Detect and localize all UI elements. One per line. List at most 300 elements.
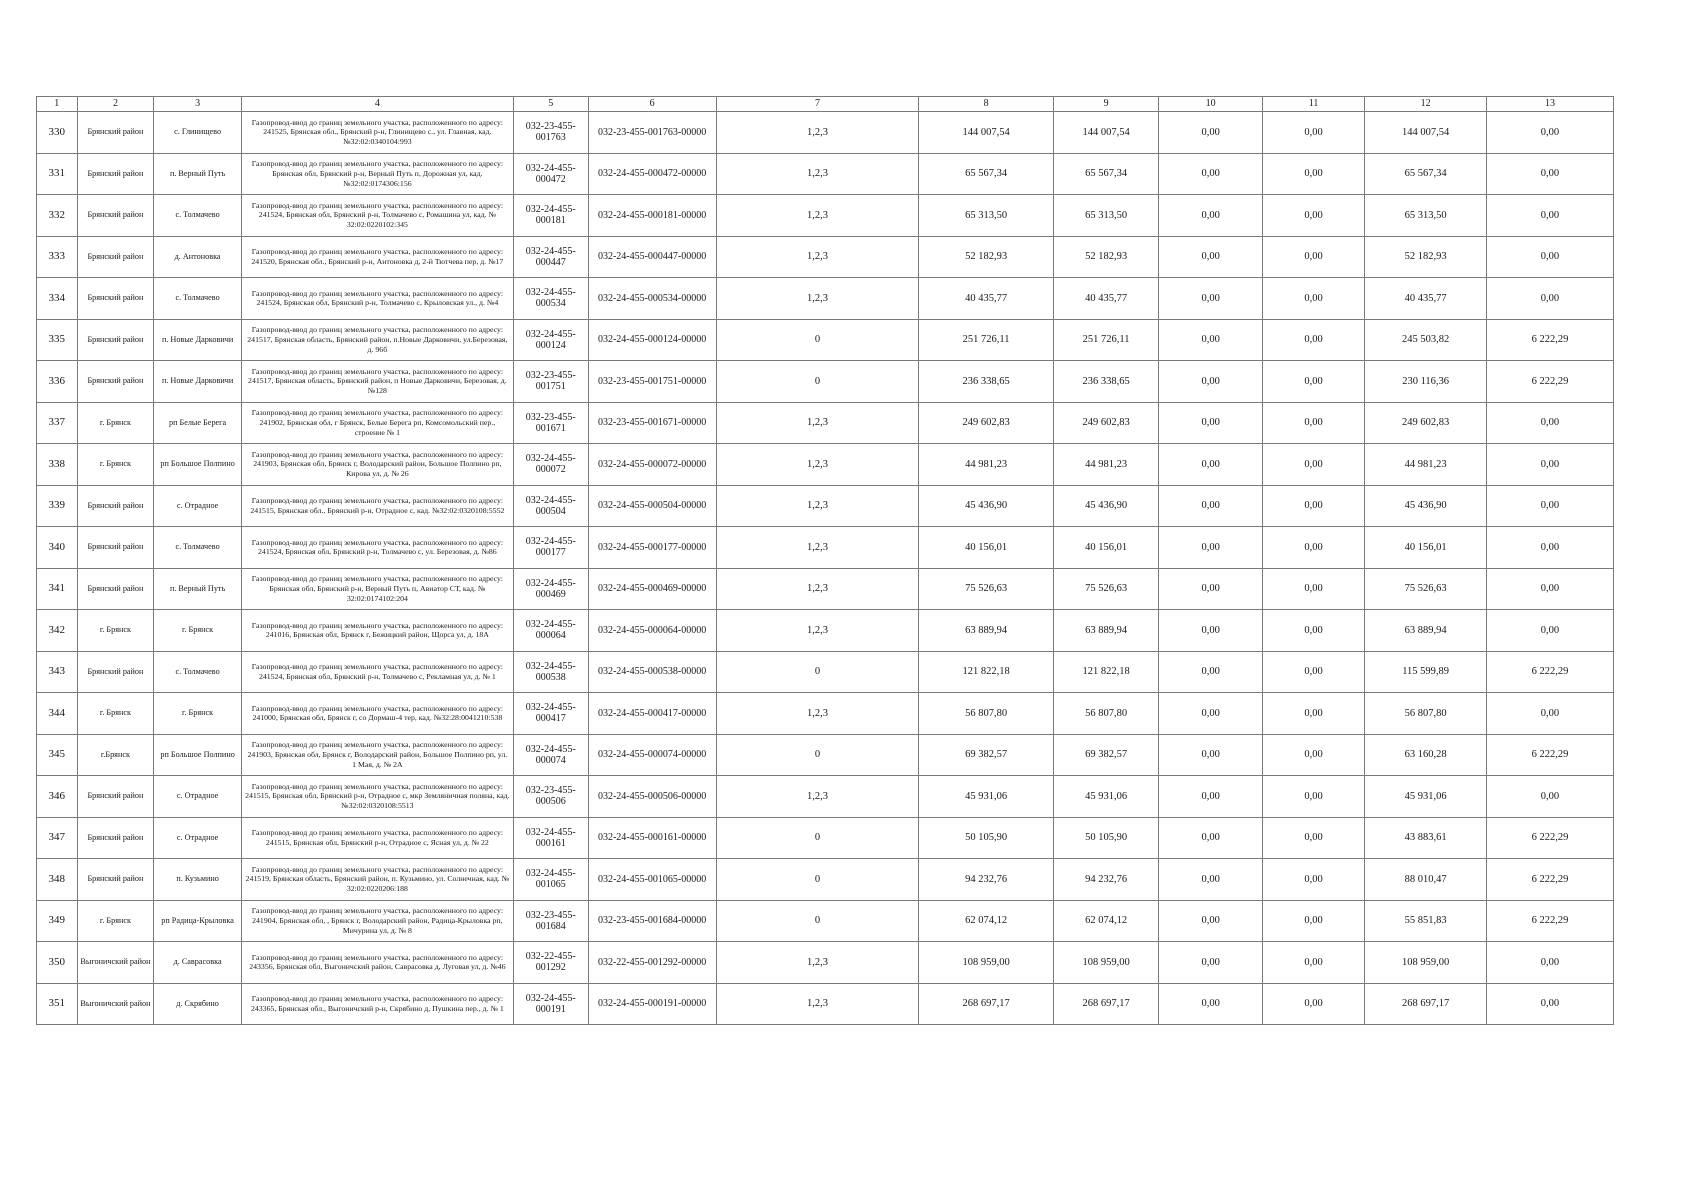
col11-amount-cell: 0,00 (1262, 195, 1364, 237)
full-code-cell: 032-24-455-000538-00000 (588, 651, 716, 693)
object-code-cell: 032-23-455-001751 (513, 361, 588, 403)
object-description-cell: Газопровод-ввод до границ земельного участка, расположенного по адресу: 241524, Брянская обл, Брянский р-н, Толмачево с, Рекламная ул, д. № 1 (241, 651, 513, 693)
col13-amount-cell: 0,00 (1486, 444, 1613, 486)
col13-amount-cell: 0,00 (1486, 610, 1613, 652)
column-header-4: 4 (241, 97, 513, 112)
full-code-cell: 032-23-455-001751-00000 (588, 361, 716, 403)
col9-amount-cell: 40 156,01 (1053, 527, 1159, 569)
category-cell: 1,2,3 (716, 693, 919, 735)
full-code-cell: 032-24-455-000534-00000 (588, 278, 716, 320)
col13-amount-cell: 6 222,29 (1486, 900, 1613, 942)
col11-amount-cell: 0,00 (1262, 278, 1364, 320)
col13-amount-cell: 0,00 (1486, 236, 1613, 278)
col11-amount-cell: 0,00 (1262, 942, 1364, 984)
col10-amount-cell: 0,00 (1159, 817, 1262, 859)
col9-amount-cell: 56 807,80 (1053, 693, 1159, 735)
full-code-cell: 032-24-455-000072-00000 (588, 444, 716, 486)
col11-amount-cell: 0,00 (1262, 361, 1364, 403)
col9-amount-cell: 94 232,76 (1053, 859, 1159, 901)
object-description-cell: Газопровод-ввод до границ земельного участка, расположенного по адресу: 241515, Брянская обл., Брянский р-н, Отрадное с, кад. №32:02:0320108:5552 (241, 485, 513, 527)
col8-amount-cell: 108 959,00 (919, 942, 1053, 984)
district-cell: Брянский район (77, 319, 154, 361)
col13-amount-cell: 0,00 (1486, 693, 1613, 735)
category-cell: 1,2,3 (716, 527, 919, 569)
category-cell: 1,2,3 (716, 402, 919, 444)
object-code-cell: 032-24-455-000417 (513, 693, 588, 735)
row-number: 342 (37, 610, 78, 652)
table-row (37, 693, 1614, 735)
row-number: 339 (37, 485, 78, 527)
category-cell: 0 (716, 651, 919, 693)
object-description-cell: Газопровод-ввод до границ земельного участка, расположенного по адресу: 241524, Брянская обл, Брянский р-н, Толмачево с, Ромашина ул, кад. № 32:02:0220102:345 (241, 195, 513, 237)
table-row (37, 900, 1614, 942)
col12-amount-cell: 268 697,17 (1365, 983, 1487, 1025)
object-code-cell: 032-23-455-001671 (513, 402, 588, 444)
full-code-cell: 032-24-455-000074-00000 (588, 734, 716, 776)
row-number: 337 (37, 402, 78, 444)
category-cell: 0 (716, 319, 919, 361)
locality-cell: рп Белые Берега (154, 402, 241, 444)
category-cell: 1,2,3 (716, 236, 919, 278)
col12-amount-cell: 45 931,06 (1365, 776, 1487, 818)
col8-amount-cell: 249 602,83 (919, 402, 1053, 444)
column-header-5: 5 (513, 97, 588, 112)
row-number: 343 (37, 651, 78, 693)
object-code-cell: 032-24-455-001065 (513, 859, 588, 901)
locality-cell: с. Толмачево (154, 195, 241, 237)
col9-amount-cell: 75 526,63 (1053, 568, 1159, 610)
locality-cell: с. Толмачево (154, 651, 241, 693)
col13-amount-cell: 0,00 (1486, 153, 1613, 195)
object-code-cell: 032-23-455-000506 (513, 776, 588, 818)
col8-amount-cell: 236 338,65 (919, 361, 1053, 403)
object-code-cell: 032-24-455-000181 (513, 195, 588, 237)
col10-amount-cell: 0,00 (1159, 485, 1262, 527)
object-code-cell: 032-24-455-000072 (513, 444, 588, 486)
full-code-cell: 032-24-455-000181-00000 (588, 195, 716, 237)
col13-amount-cell: 0,00 (1486, 112, 1613, 154)
category-cell: 0 (716, 361, 919, 403)
object-description-cell: Газопровод-ввод до границ земельного участка, расположенного по адресу: 241000, Брянская обл, Брянск г, со Дормаш-4 тер, кад. №32:28:0041210:538 (241, 693, 513, 735)
object-code-cell: 032-24-455-000161 (513, 817, 588, 859)
table-row (37, 278, 1614, 320)
col10-amount-cell: 0,00 (1159, 112, 1262, 154)
row-number: 336 (37, 361, 78, 403)
object-description-cell: Газопровод-ввод до границ земельного участка, расположенного по адресу: 241519, Брянская область, Брянский район, п. Кузьмино, ул. Солнечная, кад. № 32:02:0220206:188 (241, 859, 513, 901)
district-cell: г. Брянск (77, 693, 154, 735)
full-code-cell: 032-23-455-001684-00000 (588, 900, 716, 942)
col12-amount-cell: 115 599,89 (1365, 651, 1487, 693)
table-row (37, 485, 1614, 527)
row-number: 349 (37, 900, 78, 942)
col13-amount-cell: 6 222,29 (1486, 734, 1613, 776)
row-number: 351 (37, 983, 78, 1025)
col12-amount-cell: 55 851,83 (1365, 900, 1487, 942)
row-number: 334 (37, 278, 78, 320)
category-cell: 0 (716, 817, 919, 859)
district-cell: г.Брянск (77, 734, 154, 776)
category-cell: 1,2,3 (716, 776, 919, 818)
row-number: 347 (37, 817, 78, 859)
table-row (37, 153, 1614, 195)
object-description-cell: Газопровод-ввод до границ земельного участка, расположенного по адресу: 243365, Брянская обл., Выгоничский р-н, Скрябино д, Пушкина пер., д. № 1 (241, 983, 513, 1025)
col11-amount-cell: 0,00 (1262, 610, 1364, 652)
row-number: 346 (37, 776, 78, 818)
table-row (37, 319, 1614, 361)
district-cell: Выгоничский район (77, 983, 154, 1025)
object-description-cell: Газопровод-ввод до границ земельного участка, расположенного по адресу: 241525, Брянская обл., Брянский р-н, Глинищево с., ул. Главная, кад. №32:02:0340104:993 (241, 112, 513, 154)
column-header-9: 9 (1053, 97, 1159, 112)
column-header-10: 10 (1159, 97, 1262, 112)
col11-amount-cell: 0,00 (1262, 527, 1364, 569)
col12-amount-cell: 63 160,28 (1365, 734, 1487, 776)
category-cell: 1,2,3 (716, 942, 919, 984)
object-code-cell: 032-22-455-001292 (513, 942, 588, 984)
col9-amount-cell: 63 889,94 (1053, 610, 1159, 652)
column-header-12: 12 (1365, 97, 1487, 112)
table-row (37, 195, 1614, 237)
object-code-cell: 032-23-455-001763 (513, 112, 588, 154)
object-code-cell: 032-23-455-001684 (513, 900, 588, 942)
full-code-cell: 032-24-455-000504-00000 (588, 485, 716, 527)
col12-amount-cell: 63 889,94 (1365, 610, 1487, 652)
full-code-cell: 032-24-455-000447-00000 (588, 236, 716, 278)
object-description-cell: Газопровод-ввод до границ земельного участка, расположенного по адресу: 241515, Брянская обл, Брянский р-н, Отрадное с, мкр Земляничная поляна, кад. №32:02:0320108:5513 (241, 776, 513, 818)
col9-amount-cell: 44 981,23 (1053, 444, 1159, 486)
locality-cell: с. Толмачево (154, 527, 241, 569)
col13-amount-cell: 6 222,29 (1486, 319, 1613, 361)
object-description-cell: Газопровод-ввод до границ земельного участка, расположенного по адресу: 241520, Брянская обл., Брянский р-н, Антоновка д, 2-й Тютчева пер, д. №17 (241, 236, 513, 278)
locality-cell: рп Большое Полпино (154, 734, 241, 776)
col8-amount-cell: 52 182,93 (919, 236, 1053, 278)
object-description-cell: Газопровод-ввод до границ земельного участка, расположенного по адресу: 241524, Брянская обл, Брянский р-н, Толмачево с, ул. Березовая, д. №86 (241, 527, 513, 569)
object-code-cell: 032-24-455-000191 (513, 983, 588, 1025)
table-row (37, 361, 1614, 403)
locality-cell: рп Большое Полпино (154, 444, 241, 486)
object-description-cell: Газопровод-ввод до границ земельного участка, расположенного по адресу: 241903, Брянская обл, Брянск г, Володарский район, Большое Полпино рп, Кирова ул, д. № 26 (241, 444, 513, 486)
col10-amount-cell: 0,00 (1159, 236, 1262, 278)
table-row (37, 651, 1614, 693)
col10-amount-cell: 0,00 (1159, 900, 1262, 942)
col10-amount-cell: 0,00 (1159, 651, 1262, 693)
district-cell: Брянский район (77, 153, 154, 195)
table-row (37, 776, 1614, 818)
col13-amount-cell: 0,00 (1486, 776, 1613, 818)
row-number: 331 (37, 153, 78, 195)
object-description-cell: Газопровод-ввод до границ земельного участка, расположенного по адресу: 241517, Брянская область, Брянский район, п Новые Дарковичи, Березовая, д. №128 (241, 361, 513, 403)
locality-cell: п. Кузьмино (154, 859, 241, 901)
category-cell: 1,2,3 (716, 278, 919, 320)
table-row (37, 942, 1614, 984)
column-header-13: 13 (1486, 97, 1613, 112)
col9-amount-cell: 249 602,83 (1053, 402, 1159, 444)
col11-amount-cell: 0,00 (1262, 236, 1364, 278)
col8-amount-cell: 65 313,50 (919, 195, 1053, 237)
district-cell: г. Брянск (77, 900, 154, 942)
col8-amount-cell: 251 726,11 (919, 319, 1053, 361)
col8-amount-cell: 40 156,01 (919, 527, 1053, 569)
locality-cell: рп Радица-Крыловка (154, 900, 241, 942)
col9-amount-cell: 268 697,17 (1053, 983, 1159, 1025)
object-description-cell: Газопровод-ввод до границ земельного участка, расположенного по адресу: Брянская обл, Брянский р-н, Верный Путь п, Дорожная ул, кад. №32:02:0174306:156 (241, 153, 513, 195)
col11-amount-cell: 0,00 (1262, 112, 1364, 154)
col11-amount-cell: 0,00 (1262, 734, 1364, 776)
category-cell: 0 (716, 900, 919, 942)
row-number: 350 (37, 942, 78, 984)
col8-amount-cell: 65 567,34 (919, 153, 1053, 195)
table-row (37, 402, 1614, 444)
locality-cell: г. Брянск (154, 610, 241, 652)
district-cell: Брянский район (77, 112, 154, 154)
col8-amount-cell: 121 822,18 (919, 651, 1053, 693)
col8-amount-cell: 144 007,54 (919, 112, 1053, 154)
object-code-cell: 032-24-455-000538 (513, 651, 588, 693)
row-number: 344 (37, 693, 78, 735)
object-code-cell: 032-24-455-000504 (513, 485, 588, 527)
col10-amount-cell: 0,00 (1159, 153, 1262, 195)
registry-table (36, 96, 1614, 1025)
locality-cell: с. Отрадное (154, 776, 241, 818)
col10-amount-cell: 0,00 (1159, 693, 1262, 735)
category-cell: 0 (716, 859, 919, 901)
full-code-cell: 032-24-455-000469-00000 (588, 568, 716, 610)
col11-amount-cell: 0,00 (1262, 485, 1364, 527)
col9-amount-cell: 65 567,34 (1053, 153, 1159, 195)
row-number: 341 (37, 568, 78, 610)
col10-amount-cell: 0,00 (1159, 278, 1262, 320)
column-header-8: 8 (919, 97, 1053, 112)
col11-amount-cell: 0,00 (1262, 859, 1364, 901)
col13-amount-cell: 0,00 (1486, 195, 1613, 237)
col10-amount-cell: 0,00 (1159, 942, 1262, 984)
col8-amount-cell: 45 931,06 (919, 776, 1053, 818)
col13-amount-cell: 0,00 (1486, 568, 1613, 610)
object-code-cell: 032-24-455-000534 (513, 278, 588, 320)
object-description-cell: Газопровод-ввод до границ земельного участка, расположенного по адресу: 241904, Брянская обл, , Брянск г, Володарский район, Радица-Крыловка рп, Мичурина ул, д. № 8 (241, 900, 513, 942)
row-number: 340 (37, 527, 78, 569)
locality-cell: с. Отрадное (154, 485, 241, 527)
col12-amount-cell: 65 567,34 (1365, 153, 1487, 195)
locality-cell: п. Верный Путь (154, 568, 241, 610)
column-header-3: 3 (154, 97, 241, 112)
table-row (37, 236, 1614, 278)
category-cell: 1,2,3 (716, 153, 919, 195)
col13-amount-cell: 0,00 (1486, 983, 1613, 1025)
col12-amount-cell: 230 116,36 (1365, 361, 1487, 403)
col12-amount-cell: 144 007,54 (1365, 112, 1487, 154)
col9-amount-cell: 40 435,77 (1053, 278, 1159, 320)
table-row (37, 817, 1614, 859)
full-code-cell: 032-22-455-001292-00000 (588, 942, 716, 984)
district-cell: Брянский район (77, 527, 154, 569)
col8-amount-cell: 56 807,80 (919, 693, 1053, 735)
table-row (37, 859, 1614, 901)
col10-amount-cell: 0,00 (1159, 859, 1262, 901)
table-row (37, 568, 1614, 610)
table-row (37, 734, 1614, 776)
col10-amount-cell: 0,00 (1159, 983, 1262, 1025)
col10-amount-cell: 0,00 (1159, 610, 1262, 652)
col9-amount-cell: 50 105,90 (1053, 817, 1159, 859)
object-description-cell: Газопровод-ввод до границ земельного участка, расположенного по адресу: 243356, Брянская обл, Выгоничский район, Саврасовка д, Луговая ул, д. №46 (241, 942, 513, 984)
category-cell: 0 (716, 734, 919, 776)
object-description-cell: Газопровод-ввод до границ земельного участка, расположенного по адресу: 241903, Брянская обл, Брянск г, Володарский район, Большое Полпино рп, ул. 1 Мая, д. № 2А (241, 734, 513, 776)
col10-amount-cell: 0,00 (1159, 195, 1262, 237)
col13-amount-cell: 0,00 (1486, 942, 1613, 984)
district-cell: Брянский район (77, 195, 154, 237)
object-code-cell: 032-24-455-000064 (513, 610, 588, 652)
object-code-cell: 032-24-455-000447 (513, 236, 588, 278)
full-code-cell: 032-23-455-001671-00000 (588, 402, 716, 444)
col9-amount-cell: 144 007,54 (1053, 112, 1159, 154)
col11-amount-cell: 0,00 (1262, 568, 1364, 610)
col12-amount-cell: 65 313,50 (1365, 195, 1487, 237)
object-code-cell: 032-24-455-000124 (513, 319, 588, 361)
object-code-cell: 032-24-455-000472 (513, 153, 588, 195)
category-cell: 1,2,3 (716, 983, 919, 1025)
full-code-cell: 032-24-455-001065-00000 (588, 859, 716, 901)
col9-amount-cell: 251 726,11 (1053, 319, 1159, 361)
col9-amount-cell: 121 822,18 (1053, 651, 1159, 693)
col9-amount-cell: 69 382,57 (1053, 734, 1159, 776)
col12-amount-cell: 43 883,61 (1365, 817, 1487, 859)
col10-amount-cell: 0,00 (1159, 734, 1262, 776)
col13-amount-cell: 0,00 (1486, 485, 1613, 527)
category-cell: 1,2,3 (716, 444, 919, 486)
col8-amount-cell: 75 526,63 (919, 568, 1053, 610)
col13-amount-cell: 0,00 (1486, 527, 1613, 569)
col8-amount-cell: 44 981,23 (919, 444, 1053, 486)
object-description-cell: Газопровод-ввод до границ земельного участка, расположенного по адресу: 241515, Брянская обл, Брянский р-н, Отрадное с, Ясная ул, д. № 22 (241, 817, 513, 859)
col8-amount-cell: 69 382,57 (919, 734, 1053, 776)
full-code-cell: 032-24-455-000161-00000 (588, 817, 716, 859)
district-cell: Брянский район (77, 817, 154, 859)
col12-amount-cell: 56 807,80 (1365, 693, 1487, 735)
district-cell: Брянский район (77, 568, 154, 610)
col9-amount-cell: 65 313,50 (1053, 195, 1159, 237)
locality-cell: д. Саврасовка (154, 942, 241, 984)
table-body (37, 112, 1614, 1025)
district-cell: Брянский район (77, 485, 154, 527)
column-header-11: 11 (1262, 97, 1364, 112)
row-number: 332 (37, 195, 78, 237)
col8-amount-cell: 94 232,76 (919, 859, 1053, 901)
full-code-cell: 032-24-455-000472-00000 (588, 153, 716, 195)
full-code-cell: 032-24-455-000506-00000 (588, 776, 716, 818)
col13-amount-cell: 6 222,29 (1486, 817, 1613, 859)
locality-cell: п. Верный Путь (154, 153, 241, 195)
col12-amount-cell: 75 526,63 (1365, 568, 1487, 610)
locality-cell: д. Скрябино (154, 983, 241, 1025)
col8-amount-cell: 62 074,12 (919, 900, 1053, 942)
col8-amount-cell: 268 697,17 (919, 983, 1053, 1025)
object-description-cell: Газопровод-ввод до границ земельного участка, расположенного по адресу: 241016, Брянская обл, Брянск г, Бежицкий район, Щорса ул, д. 18А (241, 610, 513, 652)
col8-amount-cell: 50 105,90 (919, 817, 1053, 859)
col13-amount-cell: 0,00 (1486, 402, 1613, 444)
col11-amount-cell: 0,00 (1262, 693, 1364, 735)
district-cell: Брянский район (77, 776, 154, 818)
locality-cell: с. Толмачево (154, 278, 241, 320)
col12-amount-cell: 108 959,00 (1365, 942, 1487, 984)
district-cell: Брянский район (77, 278, 154, 320)
full-code-cell: 032-24-455-000064-00000 (588, 610, 716, 652)
col10-amount-cell: 0,00 (1159, 776, 1262, 818)
col10-amount-cell: 0,00 (1159, 402, 1262, 444)
district-cell: Брянский район (77, 236, 154, 278)
district-cell: г. Брянск (77, 444, 154, 486)
col9-amount-cell: 45 931,06 (1053, 776, 1159, 818)
col12-amount-cell: 245 503,82 (1365, 319, 1487, 361)
category-cell: 1,2,3 (716, 568, 919, 610)
col10-amount-cell: 0,00 (1159, 319, 1262, 361)
col8-amount-cell: 63 889,94 (919, 610, 1053, 652)
col9-amount-cell: 108 959,00 (1053, 942, 1159, 984)
column-header-1: 1 (37, 97, 78, 112)
table-row (37, 444, 1614, 486)
col13-amount-cell: 6 222,29 (1486, 651, 1613, 693)
col11-amount-cell: 0,00 (1262, 444, 1364, 486)
col10-amount-cell: 0,00 (1159, 527, 1262, 569)
locality-cell: с. Отрадное (154, 817, 241, 859)
col10-amount-cell: 0,00 (1159, 361, 1262, 403)
column-header-2: 2 (77, 97, 154, 112)
col11-amount-cell: 0,00 (1262, 402, 1364, 444)
district-cell: Брянский район (77, 859, 154, 901)
object-code-cell: 032-24-455-000469 (513, 568, 588, 610)
object-description-cell: Газопровод-ввод до границ земельного участка, расположенного по адресу: 241524, Брянская обл, Брянский р-н, Толмачево с, Крыловская ул., д. №4 (241, 278, 513, 320)
locality-cell: п. Новые Дарковичи (154, 361, 241, 403)
row-number: 330 (37, 112, 78, 154)
full-code-cell: 032-24-455-000177-00000 (588, 527, 716, 569)
col13-amount-cell: 6 222,29 (1486, 859, 1613, 901)
col9-amount-cell: 62 074,12 (1053, 900, 1159, 942)
col11-amount-cell: 0,00 (1262, 153, 1364, 195)
col8-amount-cell: 40 435,77 (919, 278, 1053, 320)
category-cell: 1,2,3 (716, 610, 919, 652)
object-code-cell: 032-24-455-000177 (513, 527, 588, 569)
row-number: 348 (37, 859, 78, 901)
col11-amount-cell: 0,00 (1262, 776, 1364, 818)
col9-amount-cell: 45 436,90 (1053, 485, 1159, 527)
full-code-cell: 032-24-455-000417-00000 (588, 693, 716, 735)
col12-amount-cell: 45 436,90 (1365, 485, 1487, 527)
row-number: 335 (37, 319, 78, 361)
header-row (37, 97, 1614, 112)
row-number: 333 (37, 236, 78, 278)
row-number: 338 (37, 444, 78, 486)
table-row (37, 983, 1614, 1025)
col12-amount-cell: 40 435,77 (1365, 278, 1487, 320)
table-row (37, 527, 1614, 569)
col11-amount-cell: 0,00 (1262, 900, 1364, 942)
col8-amount-cell: 45 436,90 (919, 485, 1053, 527)
object-description-cell: Газопровод-ввод до границ земельного участка, расположенного по адресу: 241902, Брянская обл, г Брянск, Белые Берега рп, Комсомольский пер., строение № 1 (241, 402, 513, 444)
table-row (37, 610, 1614, 652)
col11-amount-cell: 0,00 (1262, 983, 1364, 1025)
district-cell: Выгоничский район (77, 942, 154, 984)
locality-cell: д. Антоновка (154, 236, 241, 278)
district-cell: г. Брянск (77, 610, 154, 652)
col13-amount-cell: 6 222,29 (1486, 361, 1613, 403)
col11-amount-cell: 0,00 (1262, 319, 1364, 361)
object-description-cell: Газопровод-ввод до границ земельного участка, расположенного по адресу: 241517, Брянская область, Брянский район, п.Новые Дарковичи, ул.Березовая, д. 96б (241, 319, 513, 361)
column-header-6: 6 (588, 97, 716, 112)
district-cell: Брянский район (77, 651, 154, 693)
locality-cell: п. Новые Дарковичи (154, 319, 241, 361)
full-code-cell: 032-24-455-000191-00000 (588, 983, 716, 1025)
col9-amount-cell: 236 338,65 (1053, 361, 1159, 403)
district-cell: г. Брянск (77, 402, 154, 444)
